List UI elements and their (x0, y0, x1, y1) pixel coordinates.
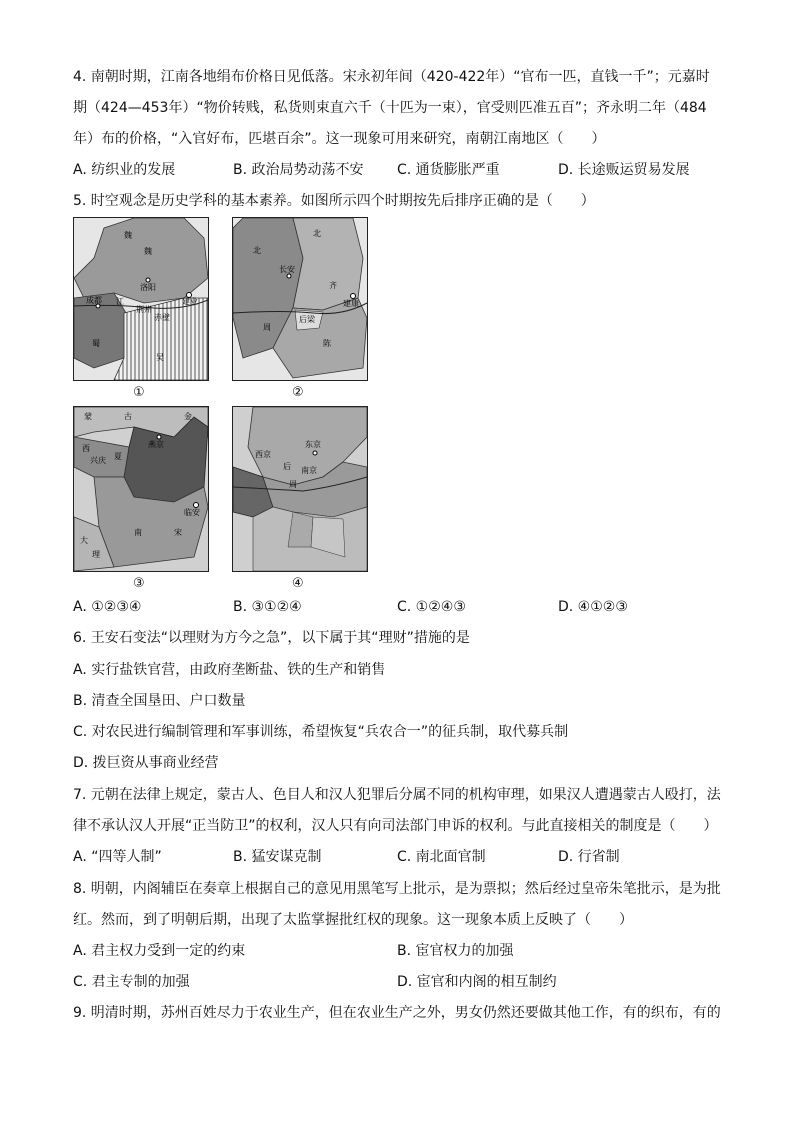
q6-option-c: C. 对农民进行编制管理和军事训练，希望恢复“兵农合一”的征兵制，取代募兵制 (73, 724, 569, 740)
map-1-label-chengdu: 成都 (86, 296, 102, 305)
q8-option-c: C. 君主专制的加强 (73, 974, 190, 990)
q6-option-a: A. 实行盐铁官营，由政府垄断盐、铁的生产和销售 (73, 662, 386, 678)
map-1-label-wu: 吴 (156, 353, 164, 362)
q4-option-d: D. 长途贩运贸易发展 (558, 162, 690, 178)
map-4-caption: ④ (292, 576, 304, 591)
q6-stem-line-1: 6. 王安石变法“以理财为方今之急”，以下属于其“理财”措施的是 (73, 630, 470, 646)
map-1-label-wei-north: 魏 (124, 231, 132, 240)
map-1-label-jianye: 建业 (182, 297, 198, 306)
map-4-label-hou: 后 (283, 462, 291, 471)
q7-option-c: C. 南北面官制 (397, 849, 486, 865)
map-2-label-bei-2: 北 (313, 229, 321, 238)
q5-option-c: C. ①②④③ (397, 599, 466, 615)
map-1-label-luoyang: 洛阳 (140, 283, 156, 292)
map-2-label-chen: 陈 (323, 339, 331, 348)
map-4-label-dongjing: 东京 (305, 440, 321, 449)
map-3-label-song: 宋 (174, 528, 182, 537)
q8-option-b: B. 宦官权力的加强 (397, 943, 514, 959)
map-1-label-wei: 魏 (144, 247, 152, 256)
map-2-northern-southern (232, 217, 368, 381)
map-1-caption: ① (133, 385, 145, 400)
map-2-label-bei: 北 (253, 246, 261, 255)
map-2-label-houliang: 后梁 (299, 315, 315, 324)
map-1-label-shu: 蜀 (92, 339, 100, 348)
map-3-song-jin (73, 406, 209, 572)
map-3-label-li: 理 (92, 550, 100, 559)
map-4-five-dynasties (232, 406, 368, 572)
map-2-label-zhou: 周 (263, 323, 271, 332)
q5-stem-line-1: 5. 时空观念是历史学科的基本素养。如图所示四个时期按先后排序正确的是（ ） (73, 193, 595, 209)
map-3-label-xi: 西 (82, 444, 90, 453)
q5-option-b: B. ③①②④ (233, 599, 302, 615)
q7-option-d: D. 行省制 (558, 849, 620, 865)
map-2-label-qi: 齐 (329, 281, 337, 290)
q9-stem-line-1: 9. 明清时期，苏州百姓尽力于农业生产，但在农业生产之外，男女仍然还要做其他工作，有的织布，有的 (73, 1005, 721, 1021)
map-3-label-da: 大 (80, 536, 88, 545)
map-3-label-linan: 临安 (184, 508, 200, 517)
map-3-label-gu: 古 (124, 412, 132, 421)
map-1-label-chibi: 赤壁 (154, 313, 170, 322)
map-2-caption: ② (292, 385, 304, 400)
map-2-label-changan: 长安 (279, 265, 295, 274)
map-1-three-kingdoms (73, 217, 209, 381)
q6-option-b: B. 清查全国垦田、户口数量 (73, 693, 246, 709)
map-4-label-nanjing: 南京 (301, 466, 317, 475)
q8-stem-line-2: 红。然而，到了明朝后期，出现了太监掌握批红权的现象。这一现象本质上反映了（ ） (73, 912, 633, 928)
q4-stem-line-1: 4. 南朝时期，江南各地绢布价格日见低落。宋永初年间（420-422年）“官布一匹，直钱一千”；元嘉时 (73, 69, 710, 85)
map-3-label-yanjing: 燕京 (148, 440, 164, 449)
map-3-label-xia: 夏 (114, 452, 122, 461)
q4-stem-line-2: 期（424—453年）“物价转贱，私货则束直六千（十匹为一束），官受则匹准五百”；齐永明二年（484 (73, 100, 707, 116)
q7-option-b: B. 猛安谋克制 (233, 849, 322, 865)
q7-option-a: A. “四等人制” (73, 849, 162, 865)
q4-option-a: A. 纺织业的发展 (73, 162, 176, 178)
q8-stem-line-1: 8. 明朝，内阁辅臣在奏章上根据自己的意见用黑笔写上批示，是为票拟；然后经过皇帝朱笔批示，是为批 (73, 881, 721, 897)
map-3-label-xingqing: 兴庆 (90, 456, 106, 465)
map-4-label-xijing: 西京 (255, 450, 271, 459)
map-3-label-meng: 蒙 (84, 412, 92, 421)
q5-option-a: A. ①②③④ (73, 599, 142, 615)
map-3-caption: ③ (133, 576, 145, 591)
map-1-label-jiang: 江 (116, 297, 124, 306)
q7-stem-line-1: 7. 元朝在法律上规定，蒙古人、色目人和汉人犯罪后分属不同的机构审理，如果汉人遭遇蒙古人殴打，法 (73, 787, 721, 803)
map-2-label-jiankang: 建康 (343, 299, 359, 308)
map-4-label-zhou: 周 (289, 480, 297, 489)
q8-option-a: A. 君主权力受到一定的约束 (73, 943, 246, 959)
q8-option-d: D. 宦官和内阁的相互制约 (397, 974, 557, 990)
map-3-label-nan: 南 (134, 528, 142, 537)
q5-option-d: D. ④①②③ (558, 599, 628, 615)
map-1-label-jingzhou: 荆州 (136, 305, 152, 314)
map-3-label-jin: 金 (184, 412, 192, 421)
q7-stem-line-2: 律不承认汉人开展“正当防卫”的权利，汉人只有向司法部门申诉的权利。与此直接相关的制度是（ ） (73, 818, 718, 834)
q6-option-d: D. 拨巨资从事商业经营 (73, 755, 219, 771)
q4-option-c: C. 通货膨胀严重 (397, 162, 500, 178)
q4-option-b: B. 政治局势动荡不安 (233, 162, 364, 178)
q4-stem-line-3: 年）布的价格，“入官好布，匹堪百余”。这一现象可用来研究，南朝江南地区（ ） (73, 131, 606, 147)
